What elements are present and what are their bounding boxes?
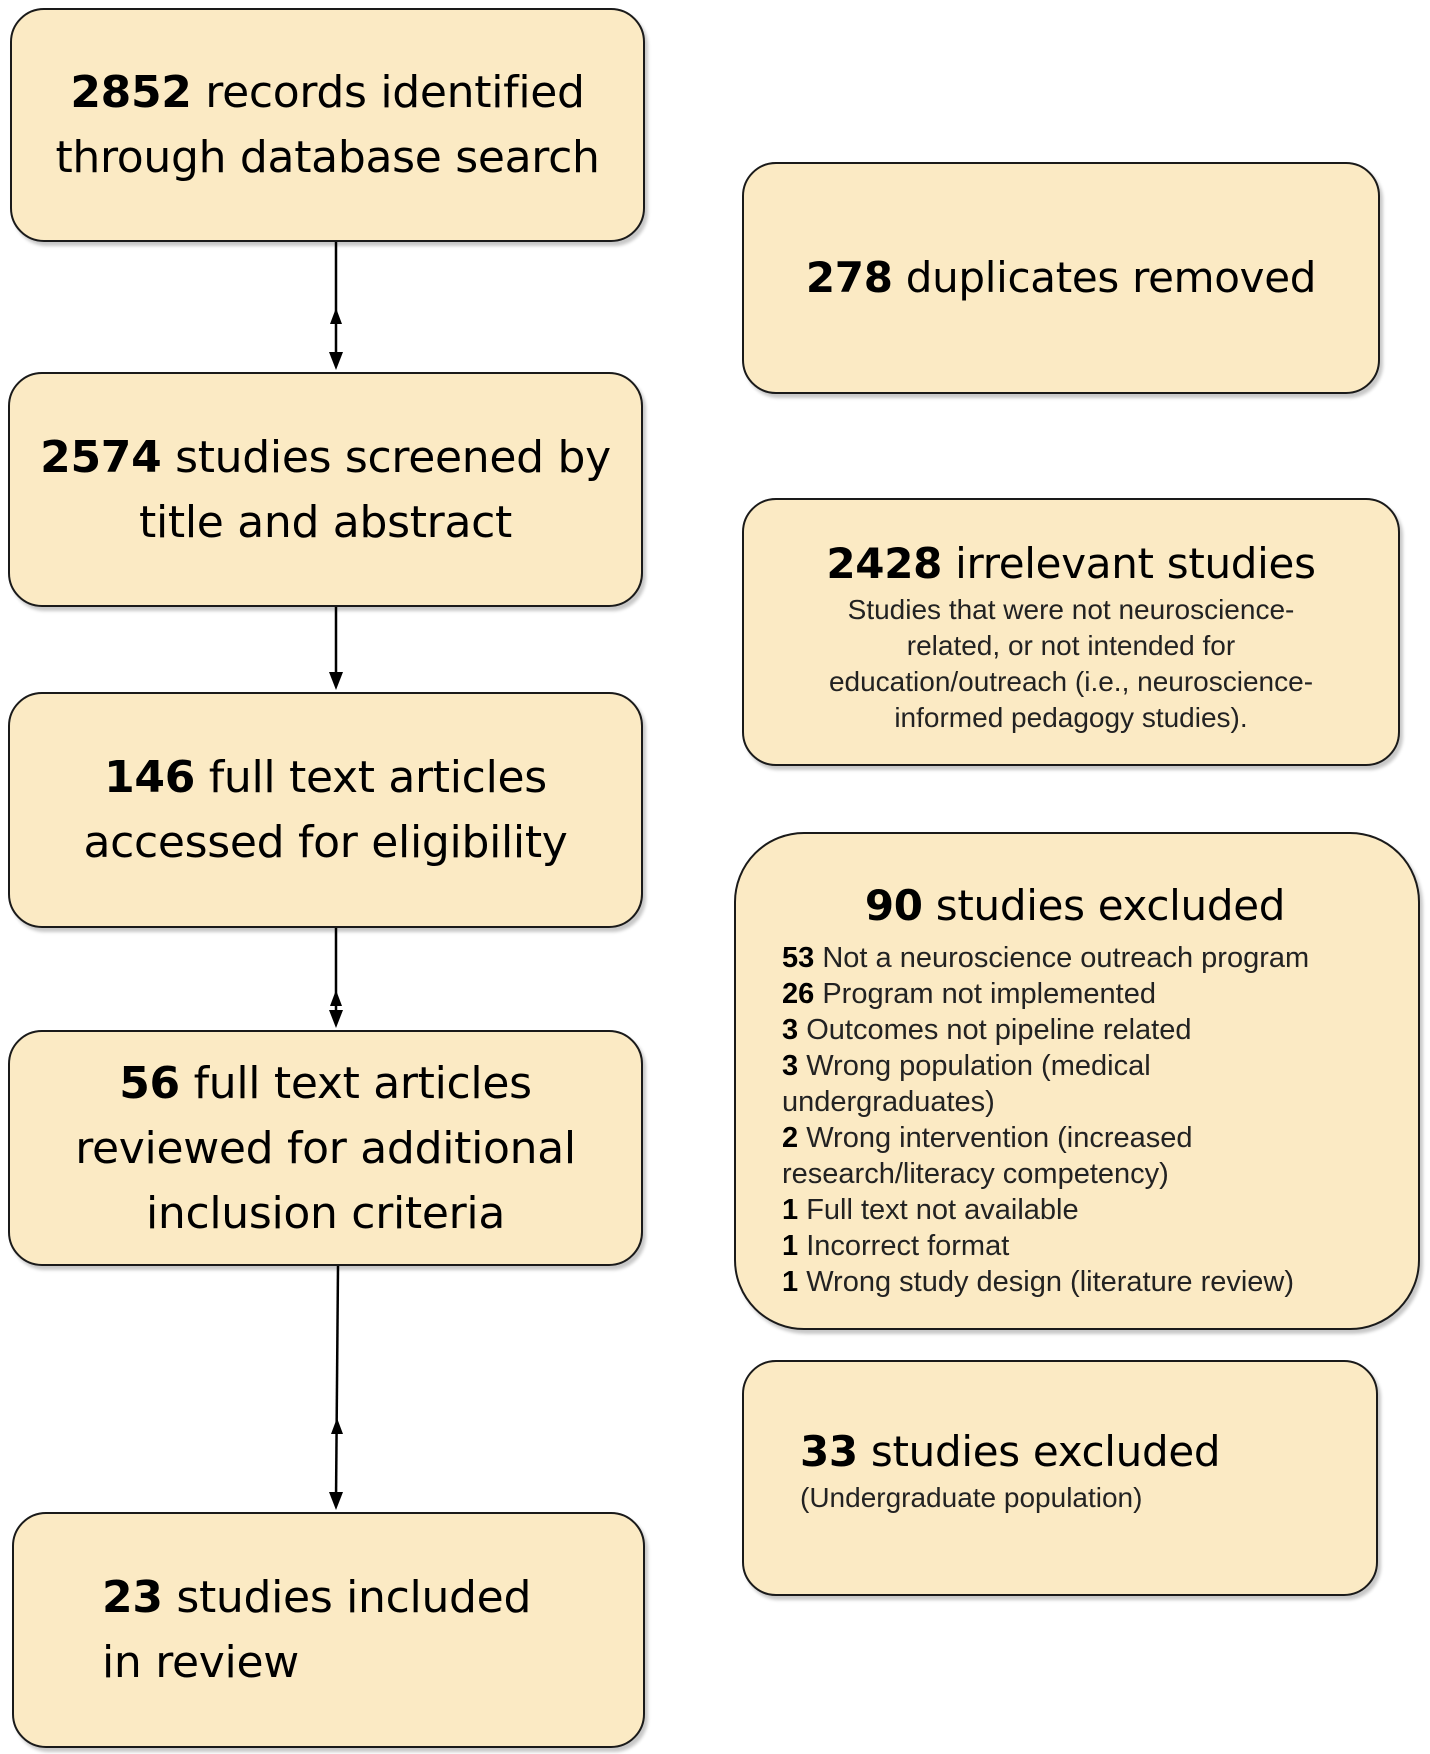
duplicates-text: [806, 250, 1316, 306]
list-item: [782, 976, 1398, 1012]
reason-text: Incorrect format: [806, 1230, 1010, 1262]
screened-count: 2574: [40, 431, 162, 483]
reason-count: 1: [782, 1230, 799, 1262]
reviewed-line2: reviewed for additional: [75, 1122, 576, 1174]
eligibility-count: 90: [864, 881, 923, 930]
arrowhead-down: [329, 352, 343, 370]
irrelevant-detail-line: education/outreach (i.e., neuroscience-: [828, 666, 1314, 697]
identified-box: [10, 8, 645, 242]
reviewed-box: [8, 1030, 643, 1266]
reason-text: Not a neuroscience outreach program: [822, 942, 1310, 974]
arrowhead-up: [330, 308, 342, 324]
exclusion-reasons-list: [782, 940, 1398, 1300]
assessed-box: [8, 692, 643, 928]
arrowhead-down: [329, 672, 343, 690]
additional-detail: (Undergraduate population): [800, 1482, 1143, 1513]
screened-line1: studies screened by: [175, 431, 611, 483]
reason-count: 1: [782, 1194, 799, 1226]
irrelevant-count: 2428: [826, 539, 943, 588]
reason-text: Program not implemented: [822, 978, 1156, 1010]
irrelevant-detail-line: informed pedagogy studies).: [894, 702, 1248, 733]
reason-count: 26: [782, 978, 815, 1010]
eligibility-heading: [782, 878, 1398, 934]
screened-text: [40, 425, 611, 555]
duplicates-count: 278: [805, 253, 893, 302]
irrelevant-heading: [744, 536, 1398, 592]
reviewed-line3: inclusion criteria: [145, 1187, 506, 1239]
included-count: 23: [102, 1572, 163, 1623]
irrelevant-box: [742, 498, 1400, 766]
additional-label: studies excluded: [870, 1427, 1221, 1476]
reason-text: Wrong intervention (increased: [806, 1122, 1193, 1154]
arrowhead-up: [331, 1418, 343, 1434]
arrowhead-down: [329, 1492, 343, 1510]
assessed-line2: accessed for eligibility: [83, 817, 568, 868]
reason-count: 2: [782, 1122, 799, 1154]
list-item: [782, 1048, 1398, 1120]
eligibility-excluded-box: [734, 832, 1420, 1330]
included-line1: studies included: [176, 1572, 532, 1623]
included-text: [102, 1565, 531, 1695]
reviewed-text: [75, 1051, 576, 1246]
eligibility-label: studies excluded: [935, 881, 1286, 930]
reviewed-count: 56: [119, 1057, 180, 1109]
identified-count: 2852: [70, 67, 192, 118]
assessed-count: 146: [104, 752, 196, 803]
arrowhead-up: [330, 990, 342, 1006]
irrelevant-detail-line: related, or not intended for: [906, 630, 1236, 661]
additional-excluded-box: [742, 1360, 1378, 1596]
duplicates-box: [742, 162, 1380, 394]
screened-box: [8, 372, 643, 607]
reason-text: Wrong study design (literature review): [806, 1266, 1295, 1298]
additional-count: 33: [800, 1427, 858, 1476]
list-item: [782, 1192, 1398, 1228]
screened-line2: title and abstract: [139, 496, 512, 548]
identified-line1: records identified: [205, 67, 585, 118]
duplicates-label: duplicates removed: [905, 253, 1317, 302]
identified-line2: through database search: [55, 132, 600, 183]
included-line2: in review: [102, 1637, 299, 1688]
assessed-line1: full text articles: [208, 752, 547, 803]
list-item: [782, 1120, 1398, 1192]
reason-count: 3: [782, 1050, 799, 1082]
reason-text: Wrong population (medical: [806, 1050, 1151, 1082]
irrelevant-label: irrelevant studies: [955, 539, 1316, 588]
reason-count: 3: [782, 1014, 799, 1046]
reason-count: 53: [782, 942, 815, 974]
arrowhead-down: [329, 1010, 343, 1028]
list-item: [782, 1012, 1398, 1048]
arrow-reviewed-to-included: [336, 1266, 338, 1500]
list-item: [782, 1264, 1398, 1300]
irrelevant-detail-line: Studies that were not neuroscience-: [847, 594, 1295, 625]
reason-count: 1: [782, 1266, 799, 1298]
reason-text: Outcomes not pipeline related: [806, 1014, 1192, 1046]
irrelevant-detail: [744, 592, 1398, 736]
assessed-text: [83, 745, 567, 875]
identified-text: [55, 60, 599, 190]
list-item: [782, 940, 1398, 976]
reason-text: Full text not available: [806, 1194, 1079, 1226]
included-box: [12, 1512, 645, 1748]
reason-text-cont: undergraduates): [782, 1086, 995, 1118]
reason-text-cont: research/literacy competency): [782, 1158, 1169, 1190]
additional-heading: [800, 1424, 1376, 1480]
reviewed-line1: full text articles: [193, 1057, 532, 1109]
list-item: [782, 1228, 1398, 1264]
